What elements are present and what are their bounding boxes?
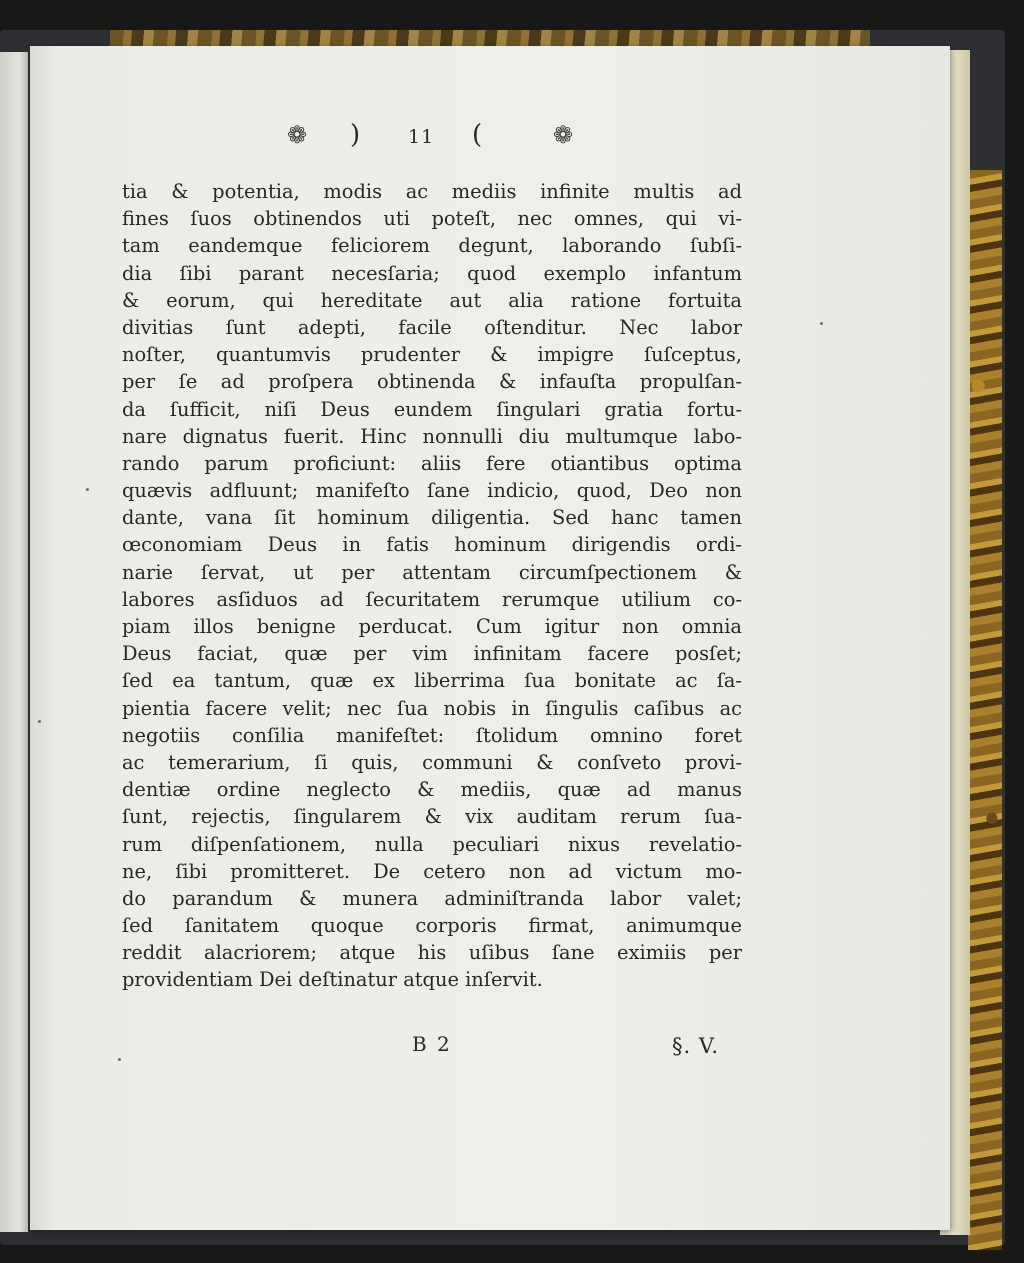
facing-page-edge xyxy=(0,52,28,1232)
text-line: labores asſiduos ad ſecuritatem rerumque utilium co- xyxy=(122,587,742,611)
text-line: negotiis conſilia manifeſtet: ſtolidum omnino foret xyxy=(122,723,742,747)
catchword: §. V. xyxy=(672,1034,720,1058)
text-line: per ſe ad proſpera obtinenda & infauſta propulſan- xyxy=(122,370,742,394)
text-line: dentiæ ordine neglecto & mediis, quæ ad manus xyxy=(122,778,742,802)
text-line: divitias ſunt adepti, facile oſtenditur. Nec labor xyxy=(122,315,742,339)
text-line: narie ſervat, ut per attentam circumſpectionem & xyxy=(122,560,742,584)
text-line: tia & potentia, modis ac mediis infinite multis ad xyxy=(122,180,742,203)
text-line: noſter, quantumvis prudenter & impigre ſuſceptus, xyxy=(122,343,742,367)
text-line: quævis adfluunt; manifeſto ſane indicio, quod, Deo non xyxy=(122,479,742,503)
header-paren-right: ( xyxy=(472,120,483,150)
paper-speck xyxy=(118,1058,121,1061)
running-header xyxy=(282,120,582,160)
text-line: tam eandemque feliciorem degunt, laborando ſubſi- xyxy=(122,234,742,258)
header-paren-left: ) xyxy=(350,120,361,150)
text-line: reddit alacriorem; atque his uſibus ſane eximiis per xyxy=(122,941,742,965)
page-number: 11 xyxy=(408,126,435,148)
signature-mark: B 2 xyxy=(412,1032,452,1056)
text-line: ſunt, rejectis, ſingularem & vix auditam rerum ſua- xyxy=(122,805,742,829)
text-line: dante, vana ſit hominum diligentia. Sed hanc tamen xyxy=(122,506,742,530)
text-line: piam illos benigne perducat. Cum igitur non omnia xyxy=(122,615,742,638)
text-line: Deus faciat, quæ per vim infinitam facere posſet; xyxy=(122,642,742,666)
text-line: dia ſibi parant necesſaria; quod exemplo infantum xyxy=(122,261,742,285)
text-line: ac temerarium, ſi quis, communi & conſveto provi- xyxy=(122,750,742,774)
text-line: providentiam Dei deſtinatur atque inſervit. xyxy=(122,968,543,992)
paper-speck xyxy=(38,720,41,723)
text-line: nare dignatus fuerit. Hinc nonnulli diu multumque labo- xyxy=(122,424,742,448)
paper-speck xyxy=(86,488,89,491)
marbled-edge-right xyxy=(968,170,1002,1250)
text-line: rando parum proficiunt: aliis fere otiantibus optima xyxy=(122,451,742,475)
body-paragraph xyxy=(122,178,742,994)
flower-ornament-icon: ❁ xyxy=(552,121,574,149)
text-line: fines ſuos obtinendos uti poteſt, nec omnes, qui vi- xyxy=(122,207,742,231)
flower-ornament-icon: ❁ xyxy=(286,121,308,149)
text-line: pientia facere velit; nec ſua nobis in ſingulis caſibus ac xyxy=(122,696,742,720)
text-line: rum diſpenſationem, nulla peculiari nixus revelatio- xyxy=(122,832,742,856)
text-line: œconomiam Deus in fatis hominum dirigendis ordi- xyxy=(122,533,742,557)
text-line: da ſufficit, niſi Deus eundem ſingulari gratia fortu- xyxy=(122,397,742,421)
paper-speck xyxy=(820,322,823,325)
text-line: ſed ſanitatem quoque corporis firmat, animumque xyxy=(122,914,742,938)
text-line: do parandum & munera adminiſtranda labor valet; xyxy=(122,886,742,910)
text-line: ſed ea tantum, quæ ex liberrima ſua bonitate ac ſa- xyxy=(122,669,742,693)
text-line: ne, ſibi promitteret. De cetero non ad victum mo- xyxy=(122,859,742,883)
text-line: & eorum, qui hereditate aut alia ratione fortuita xyxy=(122,288,742,312)
